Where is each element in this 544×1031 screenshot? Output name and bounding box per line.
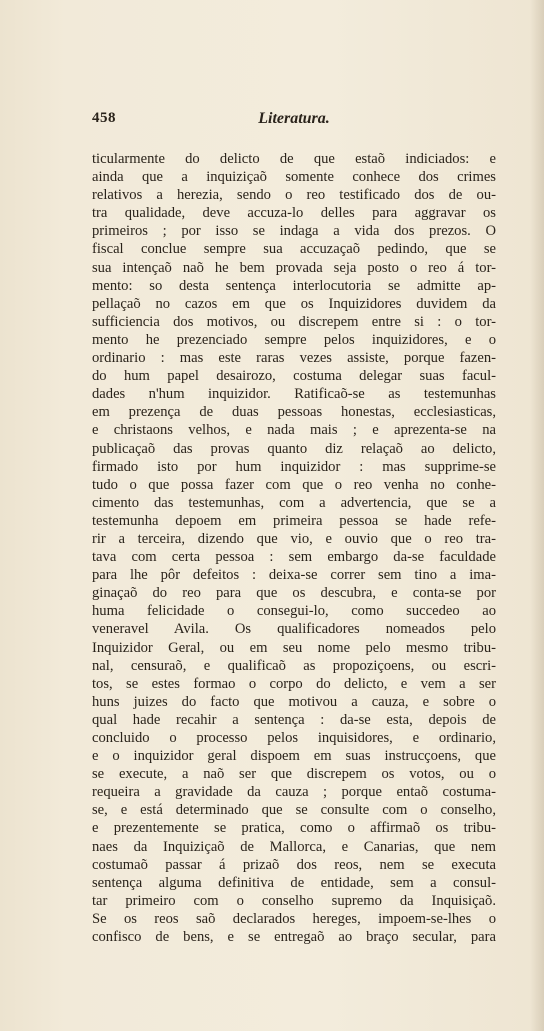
text-line: para lhe pôr defeitos : deixa-se correr sem tino a ima- <box>92 567 496 584</box>
text-line: tava com certa pessoa : sem embargo da-se faculdade <box>92 549 496 566</box>
text-line: tar primeiro com o conselho supremo da Inquisiçaõ. <box>92 892 496 909</box>
text-line: costumaõ passar á prizaõ dos reos, nem se executa <box>92 856 496 873</box>
text-line: cimento das testemunhas, com a advertencia, que se a <box>92 494 496 511</box>
text-line: testemunha depoem em primeira pessoa se hade refe- <box>92 512 496 529</box>
text-line: huma felicidade o consegui-lo, como succedeo ao <box>92 603 496 620</box>
text-line: huns juizes do facto que motivou a cauza, e sobre o <box>92 693 496 710</box>
text-line: dades n'hum inquizidor. Ratificaõ-se as testemunhas <box>92 386 496 403</box>
text-line: primeiros ; por isso se indaga a vida dos prezos. O <box>92 223 496 240</box>
page-edge-shadow <box>530 0 544 1031</box>
body-text <box>92 150 496 946</box>
text-line: mento: so desta sentença interlocutoria se admitte ap- <box>92 277 496 294</box>
page-header <box>92 110 496 134</box>
text-line: e prezentemente se pratica, como o affirmaõ os tribu- <box>92 820 496 837</box>
text-line: tra qualidade, deve accuza-lo delles para aggravar os <box>92 205 496 222</box>
text-line: concluido o processo pelos inquisidores, e ordinario, <box>92 730 496 746</box>
text-line: e christaons velhos, e nada mais ; e aprezenta-se na <box>92 422 496 439</box>
text-line: Inquizidor Geral, ou em seu nome pelo mesmo tribu- <box>92 639 496 656</box>
text-line: pellaçaõ no cazos em que os Inquizidores duvidem da <box>92 295 496 312</box>
text-line: ainda que a inquiziçaõ somente conhece dos crimes <box>92 169 496 186</box>
text-line: do hum papel desairozo, costuma delegar suas facul- <box>92 368 496 385</box>
text-line: tudo o que possa fazer com que o reo venha no conhe- <box>92 476 496 493</box>
text-line: nal, censuraõ, e qualificaõ as propoziçoens, ou escri- <box>92 657 496 674</box>
text-line: naes da Inquiziçaõ de Mallorca, e Canarias, que nem <box>92 838 496 855</box>
text-line: sentença alguma definitiva de entidade, sem a consul- <box>92 874 496 891</box>
text-line: relativos a herezia, sendo o reo testificado dos de ou- <box>92 187 496 204</box>
text-line: publicaçaõ das provas quanto diz relaçaõ ao delicto, <box>92 440 496 457</box>
text-line: mento he prezenciado sempre pelos inquizidores, e o <box>92 331 496 348</box>
text-line: sua intençaõ naõ he bem provada seja posto o reo á tor- <box>92 259 496 276</box>
text-line: veneravel Avila. Os qualificadores nomeados pelo <box>92 621 496 638</box>
text-line: ordinario : mas este raras vezes assiste, porque fazen- <box>92 350 496 367</box>
text-line: ticularmente do delicto de que estaõ indiciados: e <box>92 151 496 167</box>
text-line: se, e está determinado que se consulte com o conselho, <box>92 802 496 819</box>
running-title: Literatura. <box>258 110 330 127</box>
text-line: fiscal conclue sempre sua accuzaçaõ pedindo, que se <box>92 241 496 258</box>
text-line: tos, se estes formao o corpo do delicto, e vem a ser <box>92 675 496 692</box>
text-line: e o inquizidor geral dispoem em suas instrucçoens, que <box>92 748 496 765</box>
text-line: se execute, a naõ ser que discrepem os votos, ou o <box>92 766 496 783</box>
page-number: 458 <box>92 110 116 126</box>
text-line: ginaçaõ do reo para que os descubra, e conta-se por <box>92 585 496 602</box>
text-line: qual hade recahir a sentença : da-se esta, depois de <box>92 711 496 728</box>
text-line: confisco de bens, e se entregaõ ao braço secular, para <box>92 929 496 946</box>
text-line: rir a terceira, dizendo que vio, e ouvio que o reo tra- <box>92 530 496 547</box>
text-line: requeira a gravidade da cauza ; porque entaõ costuma- <box>92 784 496 801</box>
text-line: em prezença de duas pessoas honestas, ecclesiasticas, <box>92 404 496 421</box>
text-line: sufficiencia dos motivos, ou discrepem entre si : o tor- <box>92 313 496 330</box>
text-line: firmado isto por hum inquizidor : mas supprime-se <box>92 458 496 475</box>
text-line: Se os reos saõ declarados hereges, impoem-se-lhes o <box>92 910 496 927</box>
